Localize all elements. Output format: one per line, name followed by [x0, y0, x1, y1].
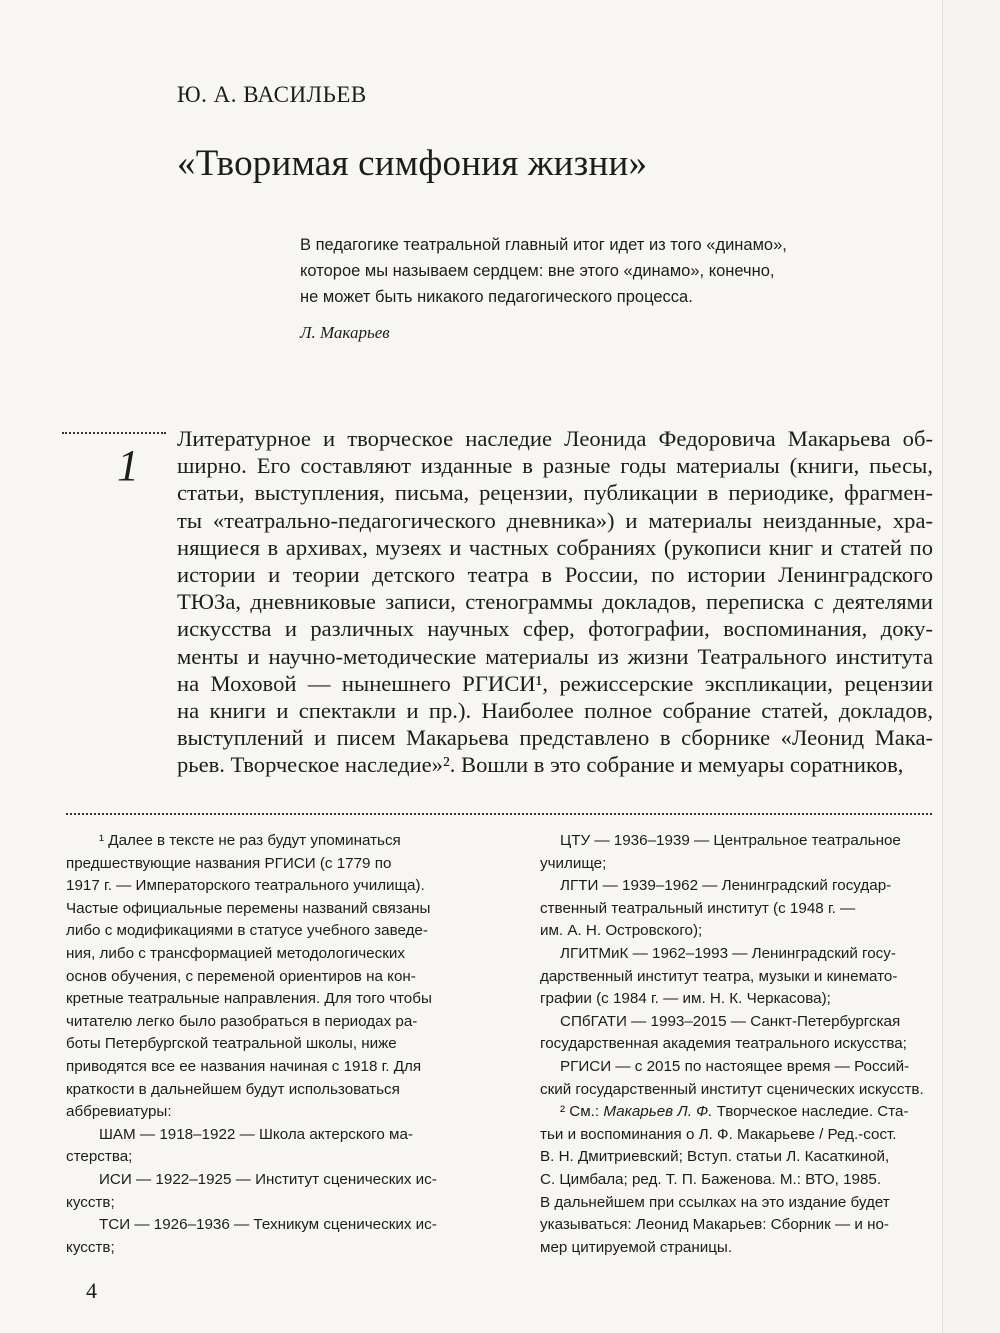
footnote-line: аббревиатуры: [66, 1103, 172, 1121]
footnote-divider [66, 813, 932, 815]
footnote-line: Частые официальные перемены названий связаны [66, 899, 431, 917]
footnote-line: дарственный институт театра, музыки и кинемато- [540, 967, 898, 985]
footnote-line: краткости в дальнейшем будут использоваться [66, 1080, 400, 1098]
footnote-line: РГИСИ — с 2015 по настоящее время — Россий- [560, 1057, 910, 1075]
body-line: ты «театрально-педагогического дневника») и материалы неизданные, хра- [177, 507, 933, 533]
footnote-line: либо с модификациями в статусе учебного заведе- [66, 922, 428, 940]
epigraph-author: Л. Макарьев [300, 323, 390, 342]
page-number: 4 [86, 1278, 97, 1303]
footnote-ref-label: ² См.: [560, 1103, 600, 1121]
author-heading: Ю. А. ВАСИЛЬЕВ [177, 82, 367, 107]
footnote-line: основ обучения, с переменой ориентиров на кон- [66, 967, 416, 985]
footnote-line: ¹ Далее в тексте не раз будут упоминаться [99, 832, 401, 849]
footnote-line: ЦТУ — 1936–1939 — Центральное театральное [560, 832, 901, 849]
footnote-line: мер цитируемой страницы. [540, 1238, 733, 1256]
footnote-line: тьи и воспоминания о Л. Ф. Макарьеве / Ред.-сост. [540, 1125, 897, 1143]
body-line: на Моховой — нынешнего РГИСИ¹, режиссерские экспликации, рецензии [177, 670, 933, 696]
footnote-line: указываться: Леонид Макарьев: Сборник — и но- [540, 1216, 889, 1234]
epigraph-line: В педагогике театральной главный итог идет из того «динамо», [300, 236, 787, 254]
footnote-line: ШАМ — 1918–1922 — Школа актерского ма- [99, 1125, 413, 1143]
body-line: менты и научно-методические материалы из жизни Театрального института [177, 643, 933, 669]
body-line: ТЮЗа, дневниковые записи, стенограммы докладов, переписка с деятелями [177, 589, 933, 615]
footnote-line: ИСИ — 1922–1925 — Институт сценических ис- [99, 1170, 437, 1188]
body-line: искусства и различных научных сфер, фотографии, воспоминания, доку- [177, 616, 933, 642]
chapter-title: «Творимая симфония жизни» [177, 143, 648, 184]
footnote-line: кретные театральные направления. Для того чтобы [66, 990, 432, 1008]
footnote-line: В дальнейшем при ссылках на это издание будет [540, 1193, 890, 1211]
footnote-line: СПбГАТИ — 1993–2015 — Санкт-Петербургская [560, 1012, 901, 1030]
footnote-cited-title: Творческое наследие. Ста- [716, 1103, 909, 1121]
footnote-line [540, 1101, 932, 1124]
footnote-line: читателю легко было разобраться в периодах ра- [66, 1012, 418, 1030]
footnote-line: ТСИ — 1926–1936 — Техникум сценических ис- [99, 1216, 437, 1234]
footnote-line: ЛГИТМиК — 1962–1993 — Ленинградский госу- [560, 944, 896, 962]
footnote-line: ния, либо с трансформацией методологических [66, 944, 405, 962]
body-line: истории и теории детского театра в России, по истории Ленинградского [177, 562, 933, 588]
footnote-line: государственная академия театрального искусства; [540, 1035, 907, 1053]
footnote-line: предшествующие названия РГИСИ (с 1779 по [66, 854, 392, 872]
body-line: на книги и спектакли и пр.). Наиболее полное собрание статей, докладов, [177, 698, 933, 724]
footnote-line: стерства; [66, 1148, 133, 1166]
chapter-divider [62, 432, 166, 434]
footnote-line: 1917 г. — Императорского театрального училища). [66, 877, 425, 895]
footnote-line: училище; [540, 854, 607, 872]
footnote-line: В. Н. Дмитриевский; Вступ. статьи Л. Касаткиной, [540, 1148, 890, 1166]
footnote-line: боты Петербургской театральной школы, ниже [66, 1035, 397, 1053]
footnote-line: графии (с 1984 г. — им. Н. К. Черкасова); [540, 990, 831, 1008]
body-line: статьи, выступления, письма, рецензии, публикации в периодике, фрагмен- [177, 480, 933, 506]
footnote-line: ский государственный институт сценических искусств. [540, 1080, 924, 1098]
footnote-line: ЛГТИ — 1939–1962 — Ленинградский государ- [560, 877, 892, 895]
footnotes-left-column [66, 830, 486, 1259]
body-line: Литературное и творческое наследие Леонида Федоровича Макарьева об- [177, 426, 933, 451]
footnote-line: кусств; [66, 1238, 115, 1256]
body-line: нящиеся в архивах, музеях и частных собраниях (рукописи книг и статей по [177, 534, 933, 560]
body-line: рьев. Творческое наследие»². Вошли в это собрание и мемуары соратников, [177, 752, 904, 778]
body-line: выступлений и писем Макарьева представлено в сборнике «Леонид Мака- [177, 725, 933, 751]
footnote-cited-author: Макарьев Л. Ф. [603, 1103, 713, 1121]
footnote-line: им. А. Н. Островского); [540, 922, 703, 940]
epigraph [300, 232, 820, 346]
footnote-line: приводятся все ее названия начиная с 1918 г. Для [66, 1057, 422, 1075]
chapter-number: 1 [117, 441, 139, 490]
footnotes-right-column [540, 830, 932, 1259]
footnote-line: С. Цимбала; ред. Т. П. Баженова. М.: ВТО, 1985. [540, 1170, 882, 1188]
epigraph-line: не может быть никакого педагогического процесса. [300, 288, 693, 306]
footnote-line: кусств; [66, 1193, 115, 1211]
body-line: ширно. Его составляют изданные в разные годы материалы (книги, пьесы, [177, 453, 933, 479]
epigraph-line: которое мы называем сердцем: вне этого «динамо», конечно, [300, 262, 775, 280]
body-text [177, 425, 933, 779]
footnote-line: ственный театральный институт (с 1948 г. — [540, 899, 856, 917]
